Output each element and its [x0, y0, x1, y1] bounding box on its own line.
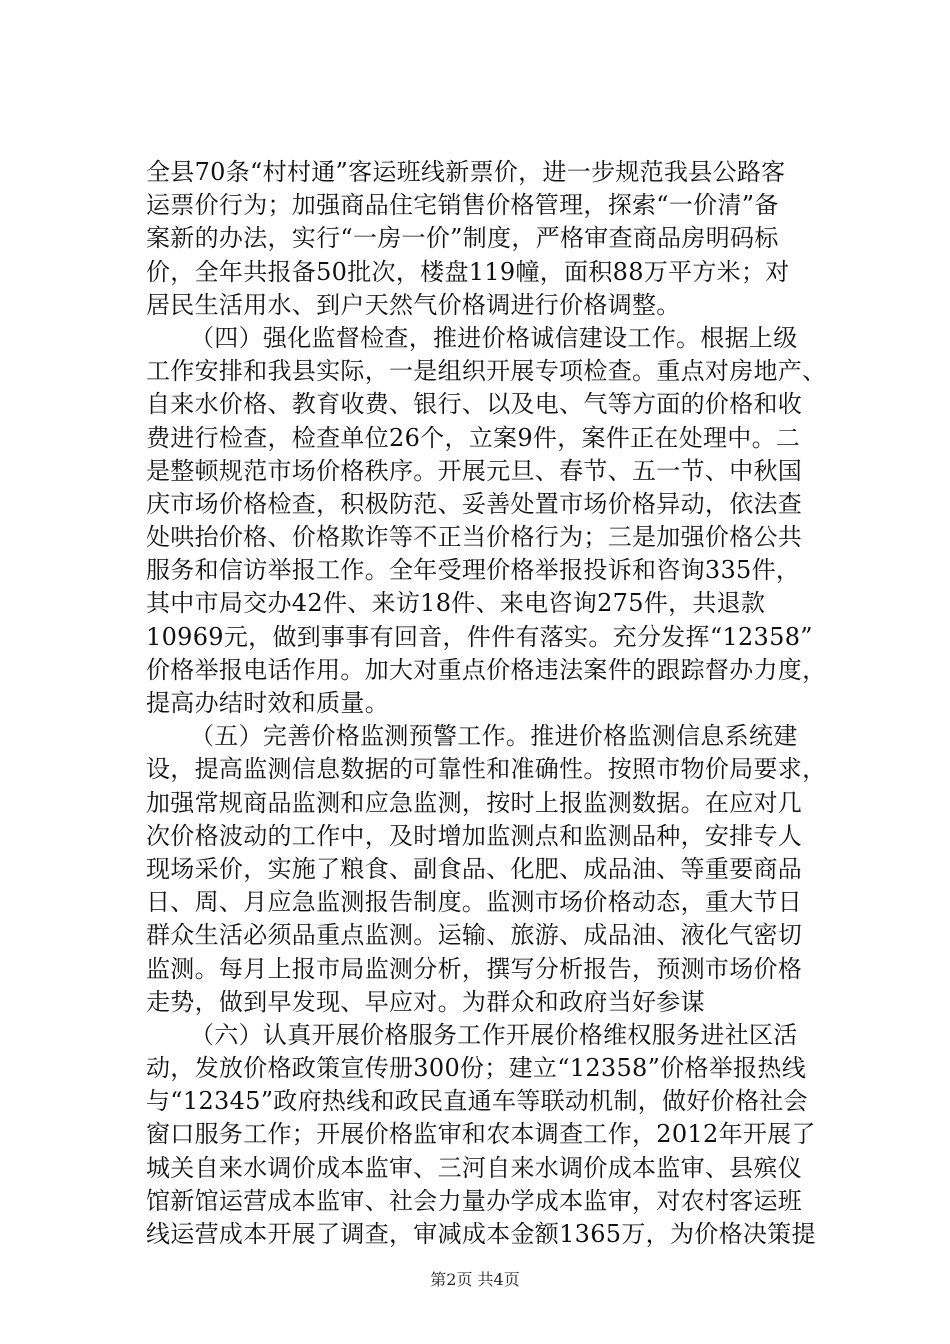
text-line: 庆市场价格检查，积极防范、妥善处置市场价格异动，依法查	[146, 489, 803, 518]
text-line: 运票价行为；加强商品住宅销售价格管理，探索“一价清”备	[146, 191, 779, 220]
text-line: 线运营成本开展了调查，审减成本金额1365万，为价格决策提	[146, 1220, 816, 1248]
text-line: 动，发放价格政策宣传册300份；建立“12358”价格举报热线	[146, 1054, 806, 1083]
text-line: 服务和信访举报工作。全年受理价格举报投诉和咨询335件，	[146, 556, 801, 585]
document-body	[146, 156, 836, 1251]
text-line: 馆新馆运营成本监审、社会力量办学成本监审，对农村客运班	[146, 1186, 803, 1215]
text-line: 提高办结时效和质量。	[146, 689, 389, 717]
text-line: 价，全年共报备50批次，楼盘119幢，面积88万平方米；对	[146, 257, 790, 286]
paragraph-first-line: （四）强化监督检查，推进价格诚信建设工作。根据上级	[190, 323, 798, 352]
paragraph-first-line: （六）认真开展价格服务工作开展价格维权服务进社区活	[190, 1020, 798, 1049]
text-line: 居民生活用水、到户天然气价格调进行价格调整。	[146, 290, 681, 319]
text-line: 日、周、月应急监测报告制度。监测市场价格动态，重大节日	[146, 888, 803, 917]
text-line: 加强常规商品监测和应急监测，按时上报监测数据。在应对几	[146, 788, 803, 817]
page-number: 第2页 共4页	[430, 1270, 520, 1289]
page-footer	[0, 1270, 950, 1290]
text-line: 费进行检查，检查单位26个，立案9件，案件正在处理中。二	[146, 423, 801, 452]
text-line: 是整顿规范市场价格秩序。开展元旦、春节、五一节、中秋国	[146, 456, 803, 485]
text-line: 设，提高监测信息数据的可靠性和准确性。按照市物价局要求，	[146, 755, 827, 784]
text-line: 其中市局交办42件、来访18件、来电咨询275件，共退款	[146, 589, 766, 618]
text-line: 工作安排和我县实际，一是组织开展专项检查。重点对房地产、	[146, 357, 827, 386]
text-line: 10969元，做到事事有回音，件件有落实。充分发挥“12358”	[146, 622, 813, 651]
paragraph-first-line: （五）完善价格监测预警工作。推进价格监测信息系统建	[190, 722, 798, 751]
text-line: 案新的办法，实行“一房一价”制度，严格审查商品房明码标	[146, 224, 779, 253]
text-line: 窗口服务工作；开展价格监审和农本调查工作，2012年开展了	[146, 1120, 816, 1149]
text-line: 价格举报电话作用。加大对重点价格违法案件的跟踪督办力度，	[146, 655, 827, 684]
text-line: 次价格波动的工作中，及时增加监测点和监测品种，安排专人	[146, 821, 803, 850]
text-line: 自来水价格、教育收费、银行、以及电、气等方面的价格和收	[146, 390, 803, 419]
text-line: 监测。每月上报市局监测分析，撰写分析报告，预测市场价格	[146, 954, 803, 983]
text-line: 全县70条“村村通”客运班线新票价，进一步规范我县公路客	[146, 158, 786, 186]
text-line: 处哄抬价格、价格欺诈等不正当价格行为；三是加强价格公共	[146, 523, 803, 552]
text-line: 现场采价，实施了粮食、副食品、化肥、成品油、等重要商品	[146, 854, 803, 883]
text-line: 城关自来水调价成本监审、三河自来水调价成本监审、县殡仪	[146, 1153, 803, 1182]
text-line: 与“12345”政府热线和政民直通车等联动机制，做好价格社会	[146, 1087, 808, 1116]
text-line: 群众生活必须品重点监测。运输、旅游、成品油、液化气密切	[146, 921, 803, 950]
text-line: 走势，做到早发现、早应对。为群众和政府当好参谋	[146, 987, 705, 1016]
